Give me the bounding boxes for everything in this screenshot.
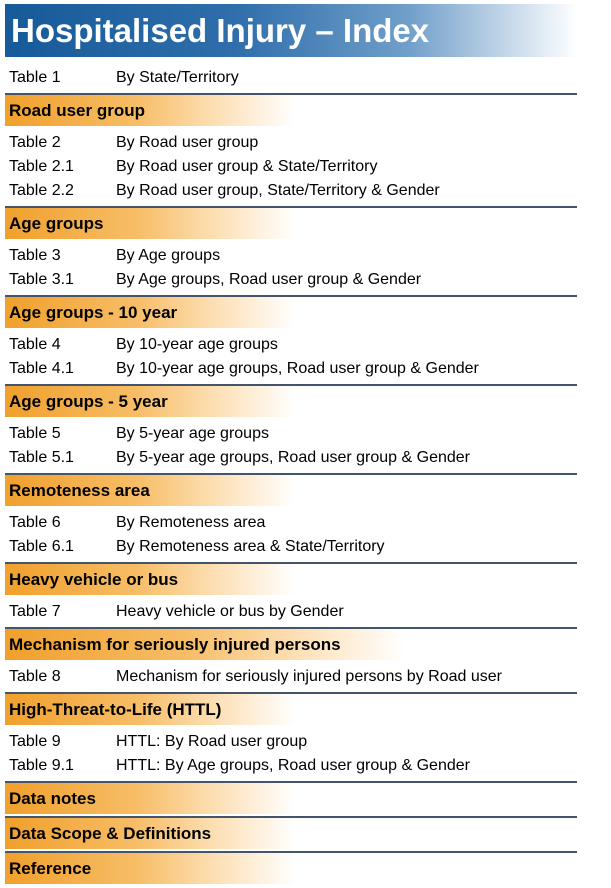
table-link[interactable]: Table 6.1 (9, 538, 74, 555)
table-link[interactable]: Table 2.2 (9, 182, 74, 199)
table-description: By Remoteness area (116, 514, 266, 531)
section-header-httl[interactable]: High-Threat-to-Life (HTTL) (5, 694, 295, 725)
table-link[interactable]: Table 5 (9, 425, 61, 442)
table-description: By Age groups, Road user group & Gender (116, 271, 422, 288)
section-header-reference[interactable]: Reference (5, 853, 295, 884)
section-header-data-notes[interactable]: Data notes (5, 783, 295, 814)
table-link[interactable]: Table 7 (9, 603, 61, 620)
table-description: HTTL: By Road user group (116, 733, 308, 750)
table-link[interactable]: Table 5.1 (9, 449, 74, 466)
table-description: By Road user group (116, 134, 259, 151)
table-link[interactable]: Table 9.1 (9, 757, 74, 774)
section-header-age-groups[interactable]: Age groups (5, 208, 295, 239)
table-description: By 5-year age groups, Road user group & Gender (116, 449, 470, 466)
table-link[interactable]: Table 4.1 (9, 360, 74, 377)
table-link[interactable]: Table 3 (9, 247, 61, 264)
table-description: By 5-year age groups (116, 425, 269, 442)
table-description: By 10-year age groups (116, 336, 278, 353)
page-title: Hospitalised Injury – Index (5, 4, 578, 57)
table-link[interactable]: Table 3.1 (9, 271, 74, 288)
table-link[interactable]: Table 6 (9, 514, 61, 531)
table-description: By State/Territory (116, 69, 239, 86)
table-link[interactable]: Table 8 (9, 668, 61, 685)
table-link[interactable]: Table 4 (9, 336, 61, 353)
section-header-remoteness-area[interactable]: Remoteness area (5, 475, 295, 506)
table-description: Heavy vehicle or bus by Gender (116, 603, 344, 620)
section-header-data-scope[interactable]: Data Scope & Definitions (5, 818, 295, 849)
table-description: By 10-year age groups, Road user group & Gender (116, 360, 479, 377)
table-link[interactable]: Table 9 (9, 733, 61, 750)
table-description: By Age groups (116, 247, 221, 264)
table-link[interactable]: Table 1 (9, 69, 61, 86)
table-description: HTTL: By Age groups, Road user group & Gender (116, 757, 470, 774)
section-header-age-groups-10-year[interactable]: Age groups - 10 year (5, 297, 295, 328)
section-header-heavy-vehicle-or-bus[interactable]: Heavy vehicle or bus (5, 564, 295, 595)
table-link[interactable]: Table 2 (9, 134, 61, 151)
section-header-road-user-group[interactable]: Road user group (5, 95, 295, 126)
table-description: By Road user group & State/Territory (116, 158, 378, 175)
section-header-age-groups-5-year[interactable]: Age groups - 5 year (5, 386, 295, 417)
table-description: By Road user group, State/Territory & Gender (116, 182, 440, 199)
table-description: Mechanism for seriously injured persons by Road user (116, 668, 502, 685)
table-description: By Remoteness area & State/Territory (116, 538, 385, 555)
section-header-mechanism[interactable]: Mechanism for seriously injured persons (5, 629, 405, 660)
table-link[interactable]: Table 2.1 (9, 158, 74, 175)
